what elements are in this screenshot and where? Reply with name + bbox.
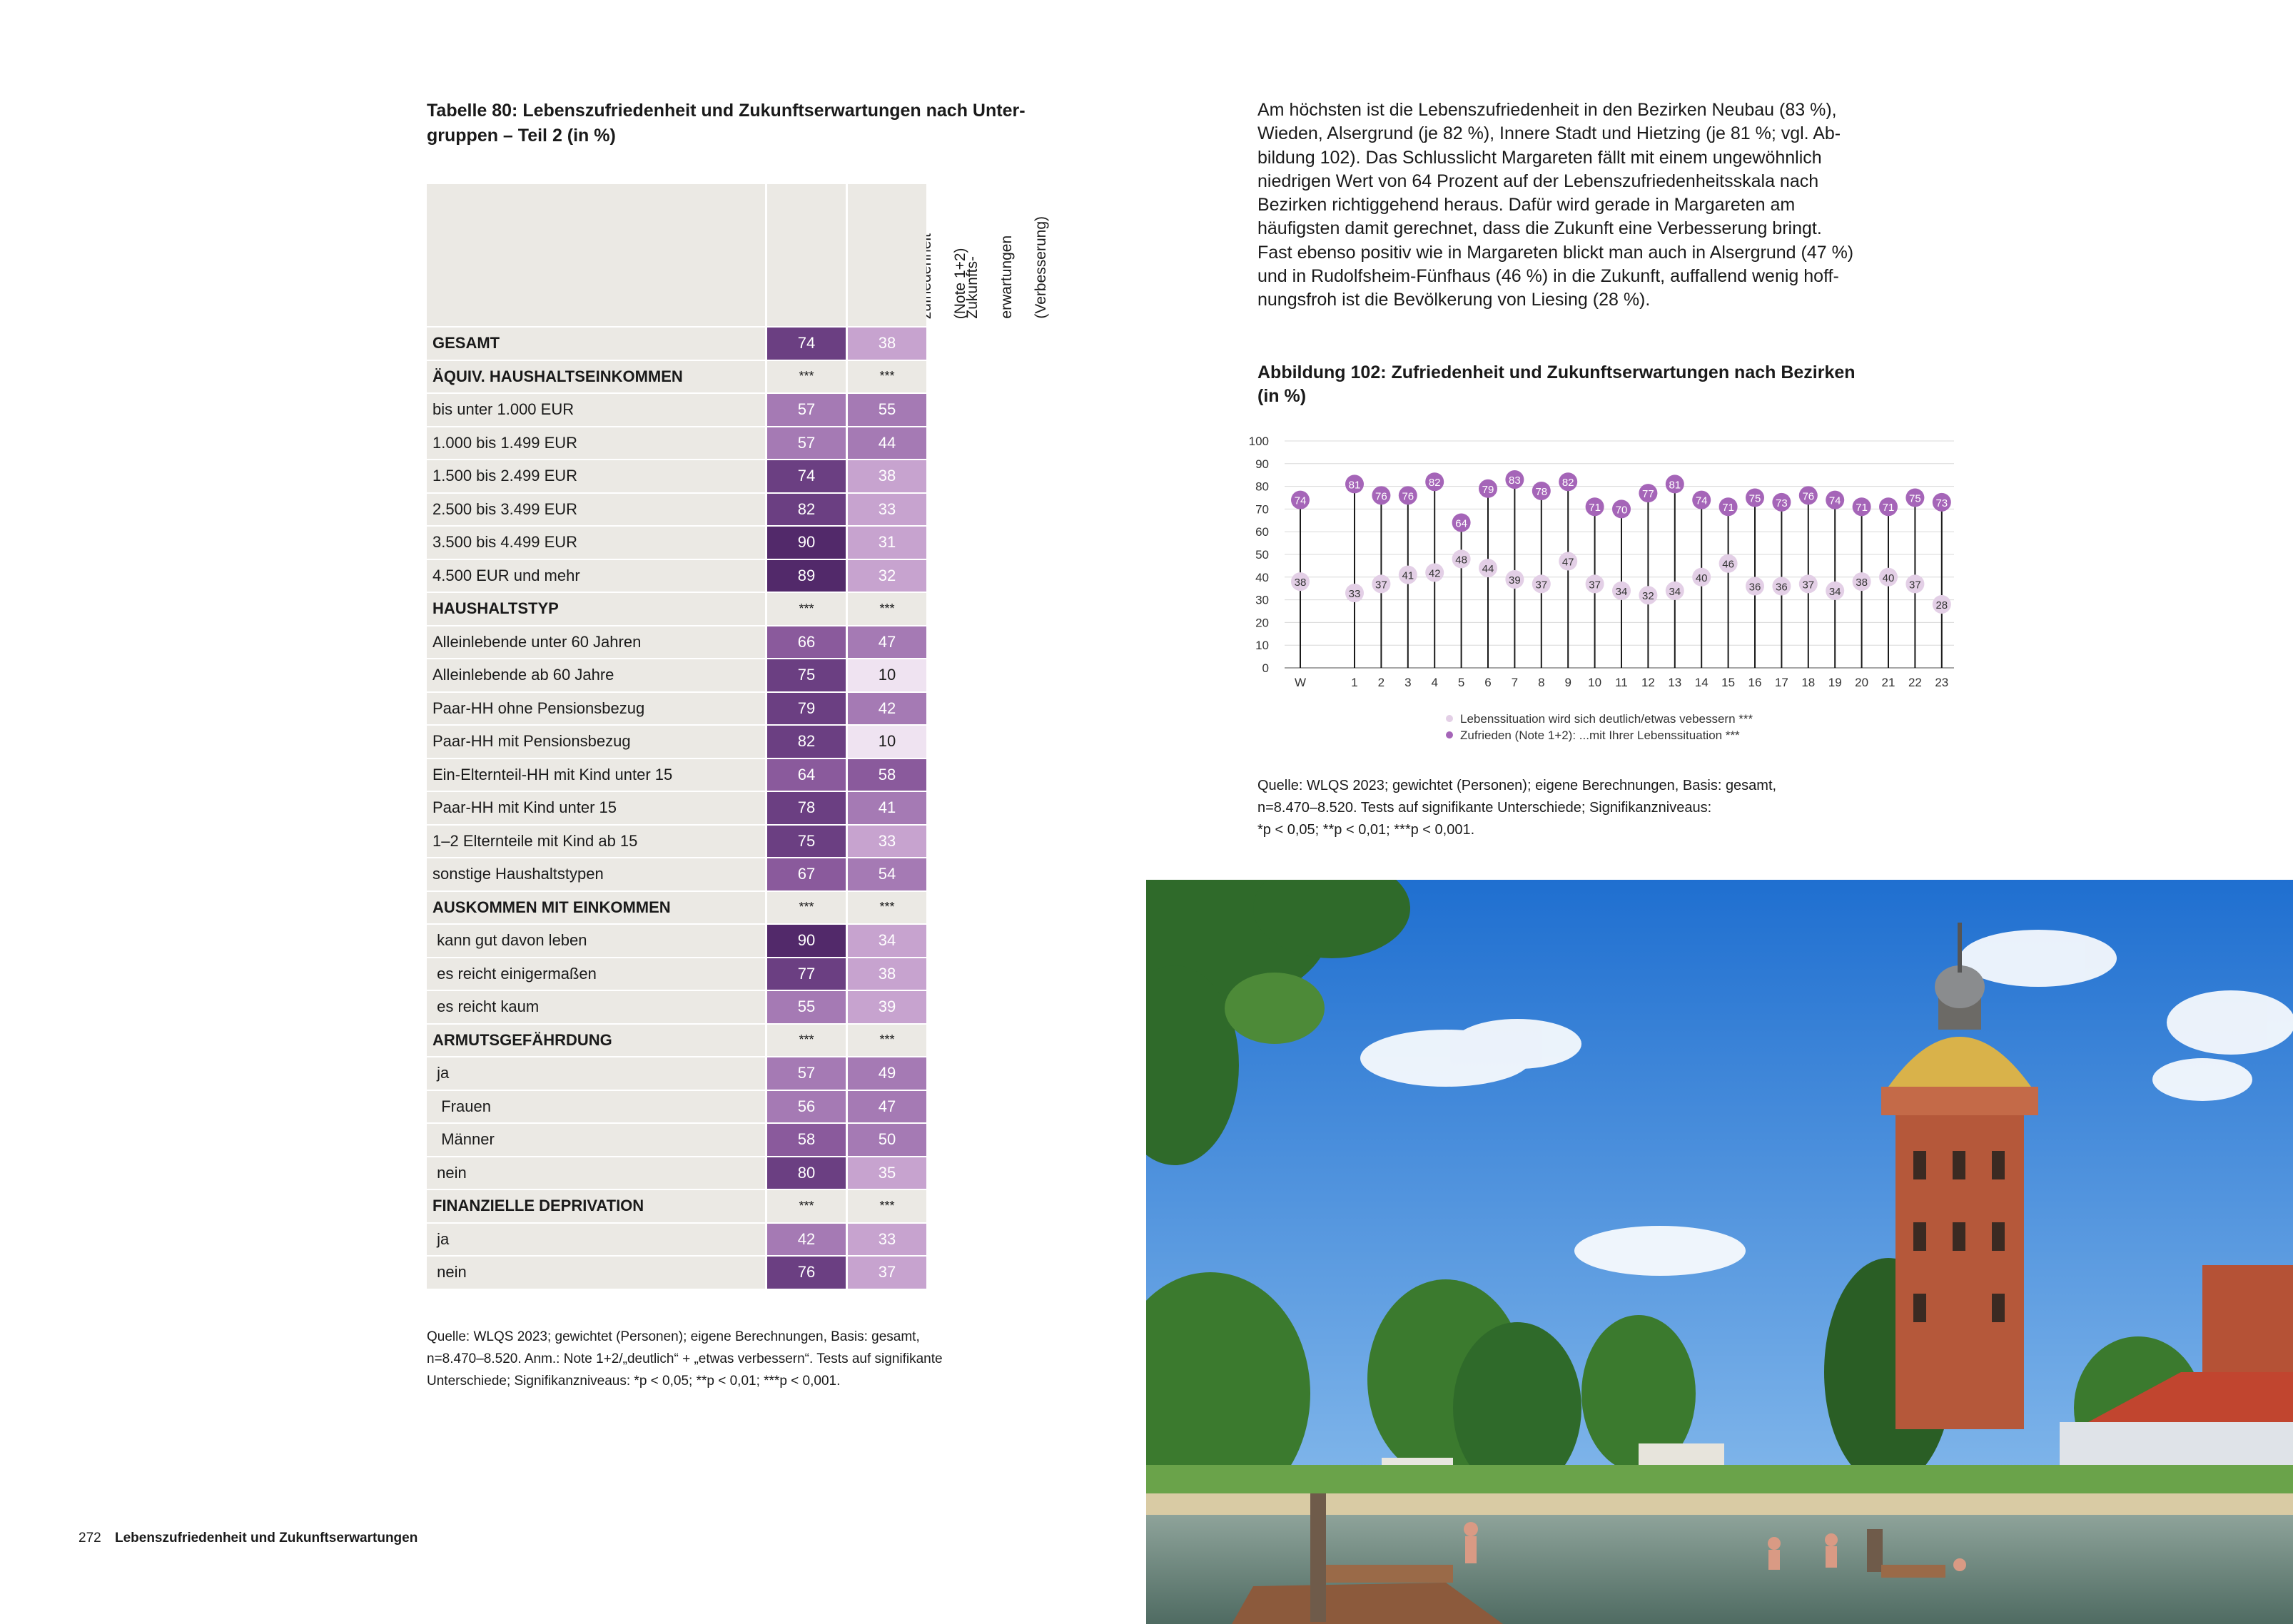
table-row — [427, 1090, 926, 1123]
satisfaction-label: 78 — [1535, 485, 1548, 498]
table-source-line2: n=8.470–8.520. Anm.: Note 1+2/„deutlich“ + „etwas verbessern“. Tests auf signifikante — [427, 1351, 943, 1366]
y-tick-label: 60 — [1255, 525, 1269, 539]
cell-satisfaction: 42 — [765, 1222, 846, 1256]
page-number: 272 — [79, 1531, 101, 1546]
cell-satisfaction: 74 — [765, 459, 846, 492]
table-row — [427, 459, 926, 492]
satisfaction-label: 64 — [1455, 517, 1467, 530]
y-tick-label: 30 — [1255, 593, 1269, 607]
chart-title-line2: (in %) — [1257, 386, 1307, 406]
table-row-label: Frauen — [427, 1090, 765, 1123]
cell-expectations: *** — [846, 1189, 926, 1222]
x-tick-label: 2 — [1377, 676, 1385, 689]
satisfaction-label: 74 — [1828, 494, 1841, 507]
table-row-label: Paar-HH mit Kind unter 15 — [427, 791, 765, 824]
cell-expectations: 47 — [846, 625, 926, 659]
cell-expectations: 38 — [846, 957, 926, 990]
satisfaction-label: 70 — [1615, 504, 1628, 517]
table-row — [427, 724, 926, 758]
table-row-label: kann gut davon leben — [427, 923, 765, 957]
expectation-label: 37 — [1589, 579, 1601, 592]
table-row — [427, 360, 926, 393]
expectation-label: 38 — [1294, 577, 1307, 589]
table-row — [427, 890, 926, 924]
cell-satisfaction: 79 — [765, 691, 846, 725]
table-row — [427, 326, 926, 360]
expectation-label: 41 — [1402, 569, 1414, 582]
cell-satisfaction: 66 — [765, 625, 846, 659]
cell-satisfaction: 56 — [765, 1090, 846, 1123]
cell-expectations: *** — [846, 1023, 926, 1057]
cell-expectations: 33 — [846, 824, 926, 858]
paragraph-line: Bezirken richtiggehend heraus. Dafür wird gerade in Margareten am — [1257, 195, 1796, 215]
table-row-label: Alleinlebende ab 60 Jahre — [427, 658, 765, 691]
cell-satisfaction: *** — [765, 890, 846, 924]
table-row-label: Männer — [427, 1122, 765, 1156]
x-tick-label: 22 — [1908, 676, 1922, 689]
cell-satisfaction: 78 — [765, 791, 846, 824]
satisfaction-label: 76 — [1802, 490, 1815, 503]
expectation-label: 47 — [1561, 556, 1574, 569]
legend-marker-expectations — [1446, 715, 1453, 722]
expectation-label: 44 — [1482, 563, 1494, 576]
x-tick-label: 23 — [1935, 676, 1949, 689]
table-row-label: es reicht kaum — [427, 990, 765, 1023]
table-row-label: 2.500 bis 3.499 EUR — [427, 492, 765, 526]
satisfaction-label: 83 — [1509, 474, 1521, 487]
satisfaction-label: 71 — [1722, 502, 1734, 514]
cell-satisfaction: 57 — [765, 1056, 846, 1090]
y-tick-label: 80 — [1255, 479, 1269, 494]
cell-expectations: 50 — [846, 1122, 926, 1156]
table-row — [427, 791, 926, 824]
body-paragraph — [1257, 98, 1878, 313]
cell-satisfaction: 75 — [765, 658, 846, 691]
column-header-satisfaction — [765, 184, 968, 326]
table-row — [427, 1056, 926, 1090]
table-row-label: Paar-HH ohne Pensionsbezug — [427, 691, 765, 725]
y-tick-label: 100 — [1248, 435, 1269, 448]
table-row-label: bis unter 1.000 EUR — [427, 392, 765, 426]
table-row — [427, 1023, 926, 1057]
expectation-label: 32 — [1642, 590, 1654, 603]
table-title-line1: Tabelle 80: Lebenszufriedenheit und Zukunftserwartungen nach Unter- — [427, 101, 1026, 121]
x-tick-label: 14 — [1694, 676, 1709, 689]
paragraph-line: und in Rudolfsheim-Fünfhaus (46 %) in die Zukunft, auffallend wenig hoff- — [1257, 266, 1839, 287]
x-tick-label: 19 — [1828, 676, 1842, 689]
chart-title — [1257, 361, 1885, 408]
table-header-empty — [427, 184, 765, 326]
satisfaction-label: 81 — [1348, 479, 1361, 492]
satisfaction-label: 73 — [1776, 497, 1788, 509]
x-tick-label: W — [1294, 676, 1307, 689]
cell-satisfaction: 80 — [765, 1156, 846, 1189]
table-section-label: AUSKOMMEN MIT EINKOMMEN — [427, 890, 765, 924]
cell-satisfaction: 89 — [765, 559, 846, 592]
x-tick-label: 7 — [1511, 676, 1519, 689]
chart-source-line2: n=8.470–8.520. Tests auf signifikante Unterschiede; Signifikanzniveaus: — [1257, 800, 1712, 816]
expectation-label: 40 — [1695, 572, 1708, 584]
cell-expectations: 32 — [846, 559, 926, 592]
cell-expectations: 35 — [846, 1156, 926, 1189]
table-row-label: sonstige Haushaltstypen — [427, 857, 765, 890]
satisfaction-label: 76 — [1402, 490, 1414, 503]
cell-satisfaction: 82 — [765, 724, 846, 758]
cell-satisfaction: *** — [765, 592, 846, 625]
table-row-label: 1.500 bis 2.499 EUR — [427, 459, 765, 492]
chart-source-note — [1257, 775, 1900, 841]
expectation-label: 39 — [1509, 574, 1521, 587]
table-row — [427, 525, 926, 559]
cell-expectations: 49 — [846, 1056, 926, 1090]
y-tick-label: 10 — [1255, 639, 1269, 653]
paragraph-line: Am höchsten ist die Lebenszufriedenheit in den Bezirken Neubau (83 %), — [1257, 100, 1837, 120]
table-row — [427, 824, 926, 858]
satisfaction-label: 81 — [1669, 479, 1681, 492]
expectation-label: 36 — [1776, 581, 1788, 594]
cell-satisfaction: 74 — [765, 326, 846, 360]
cell-satisfaction: *** — [765, 1023, 846, 1057]
table-section-label: HAUSHALTSTYP — [427, 592, 765, 625]
y-tick-label: 20 — [1255, 616, 1269, 630]
cell-satisfaction: 57 — [765, 392, 846, 426]
y-tick-label: 40 — [1255, 570, 1269, 584]
y-tick-label: 90 — [1255, 457, 1269, 471]
satisfaction-label: 73 — [1935, 497, 1948, 509]
cell-expectations: *** — [846, 360, 926, 393]
x-tick-label: 18 — [1801, 676, 1816, 689]
table-source-note — [427, 1326, 1026, 1392]
table-row — [427, 691, 926, 725]
table-row — [427, 559, 926, 592]
table-row-label: ja — [427, 1056, 765, 1090]
cell-satisfaction: 90 — [765, 923, 846, 957]
x-tick-label: 20 — [1855, 676, 1869, 689]
table-row-label: es reicht einigermaßen — [427, 957, 765, 990]
data-table — [427, 184, 1049, 1289]
y-tick-label: 50 — [1255, 548, 1269, 562]
table-section-label: FINANZIELLE DEPRIVATION — [427, 1189, 765, 1222]
cell-satisfaction: 57 — [765, 426, 846, 460]
table-row — [427, 625, 926, 659]
expectation-label: 33 — [1348, 588, 1361, 601]
cell-expectations: 37 — [846, 1255, 926, 1289]
cell-expectations: 10 — [846, 724, 926, 758]
paragraph-line: Wieden, Alsergrund (je 82 %), Innere Stadt und Hietzing (je 81 %; vgl. Ab- — [1257, 123, 1841, 144]
expectation-label: 37 — [1909, 579, 1921, 592]
cell-expectations: 38 — [846, 459, 926, 492]
x-tick-label: 9 — [1564, 676, 1571, 689]
table-row — [427, 592, 926, 625]
cell-satisfaction: 64 — [765, 758, 846, 791]
cell-expectations: 54 — [846, 857, 926, 890]
table-row — [427, 1122, 926, 1156]
table-row-label: ja — [427, 1222, 765, 1256]
expectation-label: 36 — [1748, 581, 1761, 594]
satisfaction-label: 82 — [1561, 477, 1574, 489]
expectation-label: 34 — [1669, 585, 1681, 598]
satisfaction-label: 71 — [1856, 502, 1868, 514]
cell-satisfaction: *** — [765, 360, 846, 393]
x-tick-label: 4 — [1431, 676, 1438, 689]
table-row — [427, 1189, 926, 1222]
legend-label-satisfaction: Zufrieden (Note 1+2): ...mit Ihrer Lebenssituation *** — [1460, 729, 1740, 742]
cell-expectations: 47 — [846, 1090, 926, 1123]
x-tick-label: 11 — [1615, 676, 1628, 689]
cell-expectations: 39 — [846, 990, 926, 1023]
legend-marker-satisfaction — [1446, 731, 1453, 739]
expectation-label: 37 — [1802, 579, 1815, 592]
cell-expectations: 33 — [846, 1222, 926, 1256]
page-footer — [79, 1531, 417, 1546]
x-tick-label: 1 — [1351, 676, 1358, 689]
table-row-label: 1.000 bis 1.499 EUR — [427, 426, 765, 460]
legend-label-expectations: Lebenssituation wird sich deutlich/etwas vebessern *** — [1460, 712, 1753, 726]
x-tick-label: 21 — [1881, 676, 1895, 689]
table-header-row — [427, 184, 926, 326]
cell-expectations: 41 — [846, 791, 926, 824]
cell-satisfaction: 67 — [765, 857, 846, 890]
x-tick-label: 10 — [1588, 676, 1602, 689]
table-row — [427, 957, 926, 990]
chart-source-line3: *p < 0,05; **p < 0,01; ***p < 0,001. — [1257, 822, 1475, 838]
expectation-label: 42 — [1428, 567, 1441, 580]
chart-title-line1: Abbildung 102: Zufriedenheit und Zukunftserwartungen nach Bezirken — [1257, 362, 1856, 382]
col2-line1: Zukunfts- — [964, 256, 981, 319]
table-row — [427, 492, 926, 526]
x-tick-label: 8 — [1538, 676, 1545, 689]
cell-expectations: 58 — [846, 758, 926, 791]
expectation-label: 34 — [1615, 585, 1628, 598]
x-tick-label: 6 — [1484, 676, 1492, 689]
table-section-label: ARMUTSGEFÄHRDUNG — [427, 1023, 765, 1057]
expectation-label: 37 — [1375, 579, 1387, 592]
cell-expectations: 34 — [846, 923, 926, 957]
table-row — [427, 1222, 926, 1256]
table-row — [427, 990, 926, 1023]
satisfaction-label: 74 — [1294, 494, 1307, 507]
cell-expectations: 38 — [846, 326, 926, 360]
cell-satisfaction: 82 — [765, 492, 846, 526]
expectation-label: 40 — [1882, 572, 1895, 584]
table-section-label: GESAMT — [427, 326, 765, 360]
expectation-label: 48 — [1455, 554, 1467, 567]
chart-source-line1: Quelle: WLQS 2023; gewichtet (Personen); eigene Berechnungen, Basis: gesamt, — [1257, 778, 1777, 793]
photo-water-tower-pool — [1146, 880, 2293, 1624]
cell-expectations: 31 — [846, 525, 926, 559]
col2-line3: (Verbesserung) — [1033, 216, 1049, 319]
cell-expectations: 33 — [846, 492, 926, 526]
table-row-label: 1–2 Elternteile mit Kind ab 15 — [427, 824, 765, 858]
table-row — [427, 1255, 926, 1289]
table-row-label: Ein-Elternteil-HH mit Kind unter 15 — [427, 758, 765, 791]
table-source-line1: Quelle: WLQS 2023; gewichtet (Personen); eigene Berechnungen, Basis: gesamt, — [427, 1329, 920, 1344]
x-tick-label: 5 — [1457, 676, 1465, 689]
table-row-label: nein — [427, 1156, 765, 1189]
cell-expectations: *** — [846, 592, 926, 625]
expectation-label: 38 — [1856, 577, 1868, 589]
table-row-label: Alleinlebende unter 60 Jahren — [427, 625, 765, 659]
y-tick-label: 70 — [1255, 502, 1269, 517]
paragraph-line: nungsfroh ist die Bevölkerung von Liesing (28 %). — [1257, 290, 1651, 310]
cell-satisfaction: 76 — [765, 1255, 846, 1289]
x-tick-label: 13 — [1668, 676, 1682, 689]
col2-line2: erwartungen — [998, 235, 1015, 319]
satisfaction-label: 77 — [1642, 488, 1654, 501]
col1-line3: (Note 1+2) — [952, 248, 968, 319]
table-row-label: Paar-HH mit Pensionsbezug — [427, 724, 765, 758]
cell-expectations: 55 — [846, 392, 926, 426]
table-row-label: 3.500 bis 4.499 EUR — [427, 525, 765, 559]
table-row — [427, 426, 926, 460]
table-row — [427, 658, 926, 691]
table-row — [427, 392, 926, 426]
satisfaction-label: 71 — [1882, 502, 1895, 514]
district-chart — [1242, 428, 1970, 749]
paragraph-line: bildung 102). Das Schlusslicht Margareten fällt mit einem ungewöhnlich — [1257, 147, 1822, 168]
expectation-label: 28 — [1935, 599, 1948, 611]
footer-title: Lebenszufriedenheit und Zukunftserwartungen — [114, 1531, 418, 1546]
column-header-expectations-text — [947, 216, 1067, 319]
x-tick-label: 16 — [1748, 676, 1762, 689]
satisfaction-label: 75 — [1748, 492, 1761, 505]
paragraph-line: niedrigen Wert von 64 Prozent auf der Lebenszufriedenheitsskala nach — [1257, 171, 1819, 191]
photo-illustration — [1146, 880, 2293, 1624]
table-row — [427, 857, 926, 890]
expectation-label: 46 — [1722, 558, 1734, 571]
cell-expectations: 42 — [846, 691, 926, 725]
paragraph-line: häufigsten damit gerechnet, dass die Zukunft eine Verbesserung bringt. — [1257, 218, 1822, 239]
cell-satisfaction: 55 — [765, 990, 846, 1023]
cell-satisfaction: 75 — [765, 824, 846, 858]
table-row — [427, 758, 926, 791]
table-title — [427, 98, 1041, 148]
cell-expectations: *** — [846, 890, 926, 924]
cell-satisfaction: *** — [765, 1189, 846, 1222]
satisfaction-label: 71 — [1589, 502, 1601, 514]
cell-satisfaction: 58 — [765, 1122, 846, 1156]
cell-expectations: 10 — [846, 658, 926, 691]
satisfaction-label: 79 — [1482, 483, 1494, 496]
table-section-label: ÄQUIV. HAUSHALTSEINKOMMEN — [427, 360, 765, 393]
expectation-label: 34 — [1828, 585, 1841, 598]
table-source-line3: Unterschiede; Signifikanzniveaus: *p < 0,05; **p < 0,01; ***p < 0,001. — [427, 1374, 841, 1389]
cell-satisfaction: 77 — [765, 957, 846, 990]
y-tick-label: 0 — [1262, 661, 1269, 675]
table-row-label: nein — [427, 1255, 765, 1289]
x-tick-label: 3 — [1404, 676, 1412, 689]
satisfaction-label: 76 — [1375, 490, 1387, 503]
table-row — [427, 1156, 926, 1189]
satisfaction-label: 74 — [1695, 494, 1708, 507]
cell-expectations: 44 — [846, 426, 926, 460]
paragraph-line: Fast ebenso positiv wie in Margareten blickt man auch in Alsergrund (47 %) — [1257, 242, 1854, 263]
satisfaction-label: 82 — [1428, 477, 1441, 489]
x-tick-label: 15 — [1721, 676, 1736, 689]
table-row-label: 4.500 EUR und mehr — [427, 559, 765, 592]
table-row — [427, 923, 926, 957]
expectation-label: 37 — [1535, 579, 1548, 592]
table-title-line2: gruppen – Teil 2 (in %) — [427, 126, 616, 146]
x-tick-label: 12 — [1641, 676, 1655, 689]
satisfaction-label: 75 — [1909, 492, 1921, 505]
x-tick-label: 17 — [1774, 676, 1788, 689]
cell-satisfaction: 90 — [765, 525, 846, 559]
